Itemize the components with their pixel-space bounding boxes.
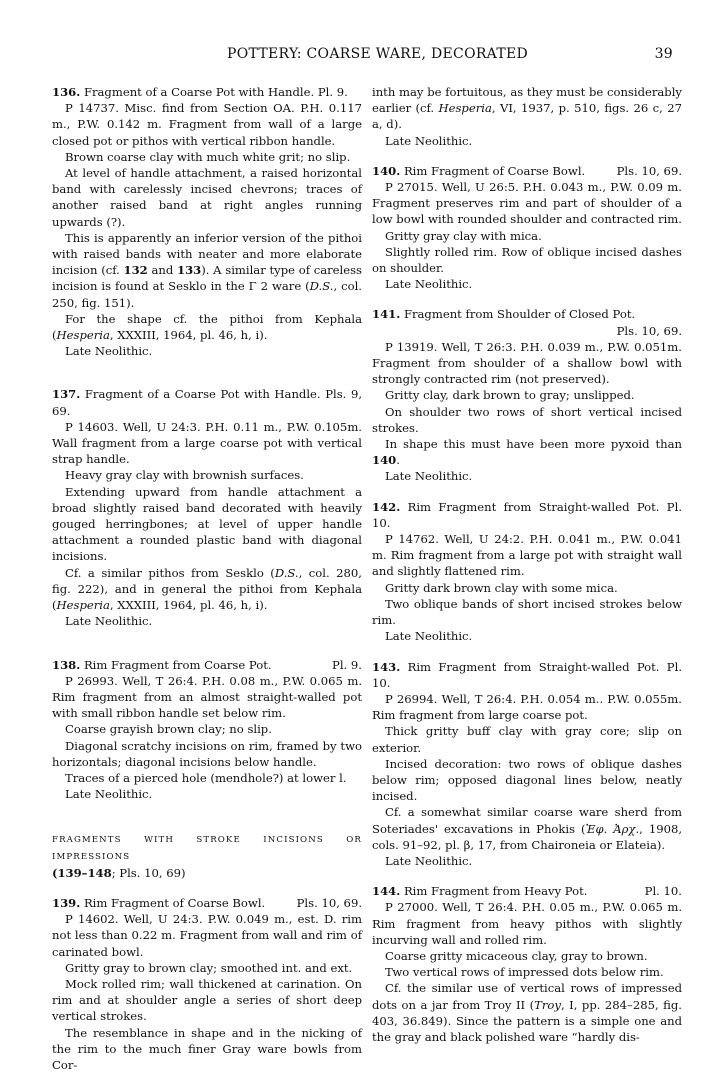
entry-decoration: Two oblique bands of short incised strokes below rim.	[372, 596, 682, 628]
entry-clay: Coarse gritty micaceous clay, gray to brown.	[385, 948, 648, 963]
page-number: 39	[654, 46, 673, 62]
entry-clay: Gritty clay, dark brown to gray; unslipped.	[385, 388, 635, 403]
entry-comment-continued: inth may be fortuitous, as they must be considerably earlier (cf. Hesperia, VI, 1937, p. 510, figs. 26 c, 27 a, d).	[372, 85, 682, 132]
entry-date: Late Neolithic.	[65, 614, 153, 629]
entry-decoration: Diagonal scratchy incisions on rim, framed by two horizontals; diagonal incisions below handle.	[52, 738, 362, 769]
entry-title: 143. Rim Fragment from Straight-walled Pot. Pl. 10.	[372, 659, 683, 690]
entry-date: Late Neolithic.	[65, 787, 153, 802]
entry-decoration: Two vertical rows of impressed dots below rim.	[385, 965, 664, 980]
catalog-entry-139-continued	[372, 84, 682, 149]
entry-comparison: Cf. a somewhat similar coarse ware sherd from Soteriades' excavations in Phokis (Ἐφ. Ἀρχ., 1908, cols. 91–92, pl. β, 17, from Chaironeia or Elateia).	[372, 805, 683, 852]
entry-number: 140.	[372, 163, 401, 178]
plate-reference: Pls. 10, 69.	[616, 163, 682, 178]
entry-decoration: Extending upward from handle attachment a broad slightly raised band decorated with heavily gouged herringbones; at level of upper handle attachment a rounded plastic band with diagonal incisions.	[52, 484, 362, 564]
entry-clay: Gritty gray to brown clay; smoothed int. and ext.	[65, 960, 353, 975]
entry-decoration: Slightly rolled rim. Row of oblique incised dashes on shoulder.	[372, 244, 682, 276]
left-column	[52, 84, 362, 1073]
running-header	[52, 46, 673, 66]
section-heading	[52, 832, 362, 881]
entry-title: 144. Rim Fragment from Heavy Pot. Pl. 10.	[372, 884, 682, 899]
entry-clay: Brown coarse clay with much white grit; no slip.	[65, 149, 351, 164]
entry-clay: Coarse grayish brown clay; no slip.	[65, 722, 272, 737]
right-column	[372, 84, 682, 1045]
running-title: POTTERY: COARSE WARE, DECORATED	[227, 46, 529, 62]
entry-description: P 14762. Well, U 24:2. P.H. 0.041 m., P.W. 0.041 m. Rim fragment from a large pot with straight wall and slightly flattened rim.	[372, 532, 682, 579]
catalog-entry-141	[372, 306, 682, 484]
section-range: (139–148; Pls. 10, 69)	[52, 865, 186, 880]
entry-description: P 14603. Well, U 24:3. P.H. 0.11 m., P.W. 0.105m. Wall fragment from a large coarse pot with vertical strap handle.	[52, 419, 362, 467]
catalog-entry-140	[372, 163, 682, 293]
entry-title: 140. Rim Fragment of Coarse Bowl. Pls. 10, 69.	[372, 163, 682, 178]
plate-reference: Pls. 10, 69.	[296, 895, 362, 910]
entry-decoration: Incised decoration: two rows of oblique dashes below rim; opposed diagonal lines below, neatly incised.	[372, 756, 682, 804]
entry-clay: Heavy gray clay with brownish surfaces.	[65, 468, 304, 483]
entry-number: 139.	[52, 895, 81, 910]
entry-description: P 26994. Well, T 26:4. P.H. 0.054 m.. P.W. 0.055m. Rim fragment from large coarse pot.	[372, 691, 682, 723]
catalog-entry-144	[372, 883, 682, 1045]
catalog-entry-136	[52, 84, 362, 359]
plate-reference: Pls. 10, 69.	[616, 323, 682, 338]
catalog-entry-142	[372, 499, 682, 645]
entry-date: Late Neolithic.	[385, 133, 473, 148]
entry-number: 144.	[372, 884, 401, 899]
entry-number: 137.	[52, 387, 81, 402]
entry-note: Traces of a pierced hole (mendhole?) at lower l.	[65, 770, 347, 785]
entry-description: P 27000. Well, T 26:4. P.H. 0.05 m., P.W. 0.065 m. Rim fragment from heavy pithos with slightly incurving wall and rolled rim.	[372, 900, 682, 947]
entry-title: 137. Fragment of a Coarse Pot with Handle. Pls. 9, 69.	[52, 387, 363, 418]
entry-description: P 14602. Well, U 24:3. P.W. 0.049 m., est. D. rim not less than 0.22 m. Fragment from wall and rim of carinated bowl.	[52, 912, 362, 959]
entry-comparison: Cf. the similar use of vertical rows of impressed dots on a jar from Troy II (Troy, I, pp. 284–285, fig. 403, 36.849). Since the pattern is a simple one and the gray and black polished ware “hardly dis-	[372, 981, 682, 1044]
entry-decoration: Mock rolled rim; wall thickened at carination. On rim and at shoulder angle a series of short deep vertical strokes.	[52, 976, 362, 1024]
entry-decoration: On shoulder two rows of short vertical incised strokes.	[372, 404, 682, 435]
entry-comparison: Cf. a similar pithos from Sesklo (D.S., col. 280, fig. 222), and in general the pithoi from Kephala (Hesperia, XXXIII, 1964, pl. 46, h, i).	[52, 565, 362, 613]
entry-clay: Gritty dark brown clay with some mica.	[385, 580, 618, 595]
plate-reference: Pl. 9.	[332, 657, 362, 672]
section-title: FRAGMENTS WITH STROKE INCISIONS OR IMPRESSIONS	[52, 835, 362, 862]
catalog-entry-137	[52, 386, 362, 629]
entry-title: 136. Fragment of a Coarse Pot with Handle. Pl. 9.	[52, 85, 348, 99]
entry-clay: Thick gritty buff clay with gray core; slip on exterior.	[372, 724, 682, 755]
entry-clay: Gritty gray clay with mica.	[385, 228, 542, 243]
entry-description: P 13919. Well, T 26:3. P.H. 0.039 m., P.W. 0.051m. Fragment from shoulder of a shallow bowl with strongly contracted rim (not preserved).	[372, 339, 682, 387]
catalog-entry-138	[52, 657, 362, 803]
entry-comment: In shape this must have been more pyxoid than 140.	[372, 437, 682, 468]
entry-number: 142.	[372, 499, 401, 514]
catalog-entry-139	[52, 895, 362, 1073]
entry-date: Late Neolithic.	[385, 469, 473, 484]
entry-date: Late Neolithic.	[385, 277, 473, 292]
entry-date: Late Neolithic.	[385, 629, 473, 644]
entry-description: P 26993. Well, T 26:4. P.H. 0.08 m., P.W. 0.065 m. Rim fragment from an almost straight-walled pot with small ribbon handle set below rim.	[52, 673, 362, 721]
entry-comparison: For the shape cf. the pithoi from Kephala (Hesperia, XXXIII, 1964, pl. 46, h, i).	[52, 311, 362, 343]
entry-title: 138. Rim Fragment from Coarse Pot. Pl. 9.	[52, 657, 362, 672]
entry-title: 141. Fragment from Shoulder of Closed Pot.	[372, 307, 636, 322]
entry-date: Late Neolithic.	[65, 344, 153, 359]
entry-comment: The resemblance in shape and in the nicking of the rim to the much finer Gray ware bowls from Cor-	[52, 1025, 362, 1072]
entry-decoration: At level of handle attachment, a raised horizontal band with carelessly incised chevrons; traces of another raised band at right angles running upwards (?).	[52, 166, 362, 229]
entry-title: 142. Rim Fragment from Straight-walled Pot. Pl. 10.	[372, 499, 683, 530]
entry-description: P 27015. Well, U 26:5. P.H. 0.043 m., P.W. 0.09 m. Fragment preserves rim and part of shoulder of a low bowl with rounded shoulder and contracted rim.	[372, 180, 682, 227]
entry-date: Late Neolithic.	[385, 853, 473, 868]
entry-number: 143.	[372, 659, 401, 674]
entry-description: P 14737. Misc. find from Section OA. P.H. 0.117 m., P.W. 0.142 m. Fragment from wall of a large closed pot or pithos with vertical ribbon handle.	[52, 101, 362, 148]
entry-comment: This is apparently an inferior version of the pithoi with raised bands with neater and more elaborate incision (cf. 132 and 133). A similar type of careless incision is found at Sesklo in the Γ 2 ware (D.S., col. 250, fig. 151).	[52, 230, 362, 310]
plate-reference: Pl. 10.	[644, 884, 682, 899]
entry-number: 141.	[372, 307, 401, 322]
entry-number: 136.	[52, 85, 81, 99]
entry-number: 138.	[52, 657, 81, 672]
catalog-entry-143	[372, 659, 682, 870]
entry-title: 139. Rim Fragment of Coarse Bowl. Pls. 10, 69.	[52, 895, 362, 910]
